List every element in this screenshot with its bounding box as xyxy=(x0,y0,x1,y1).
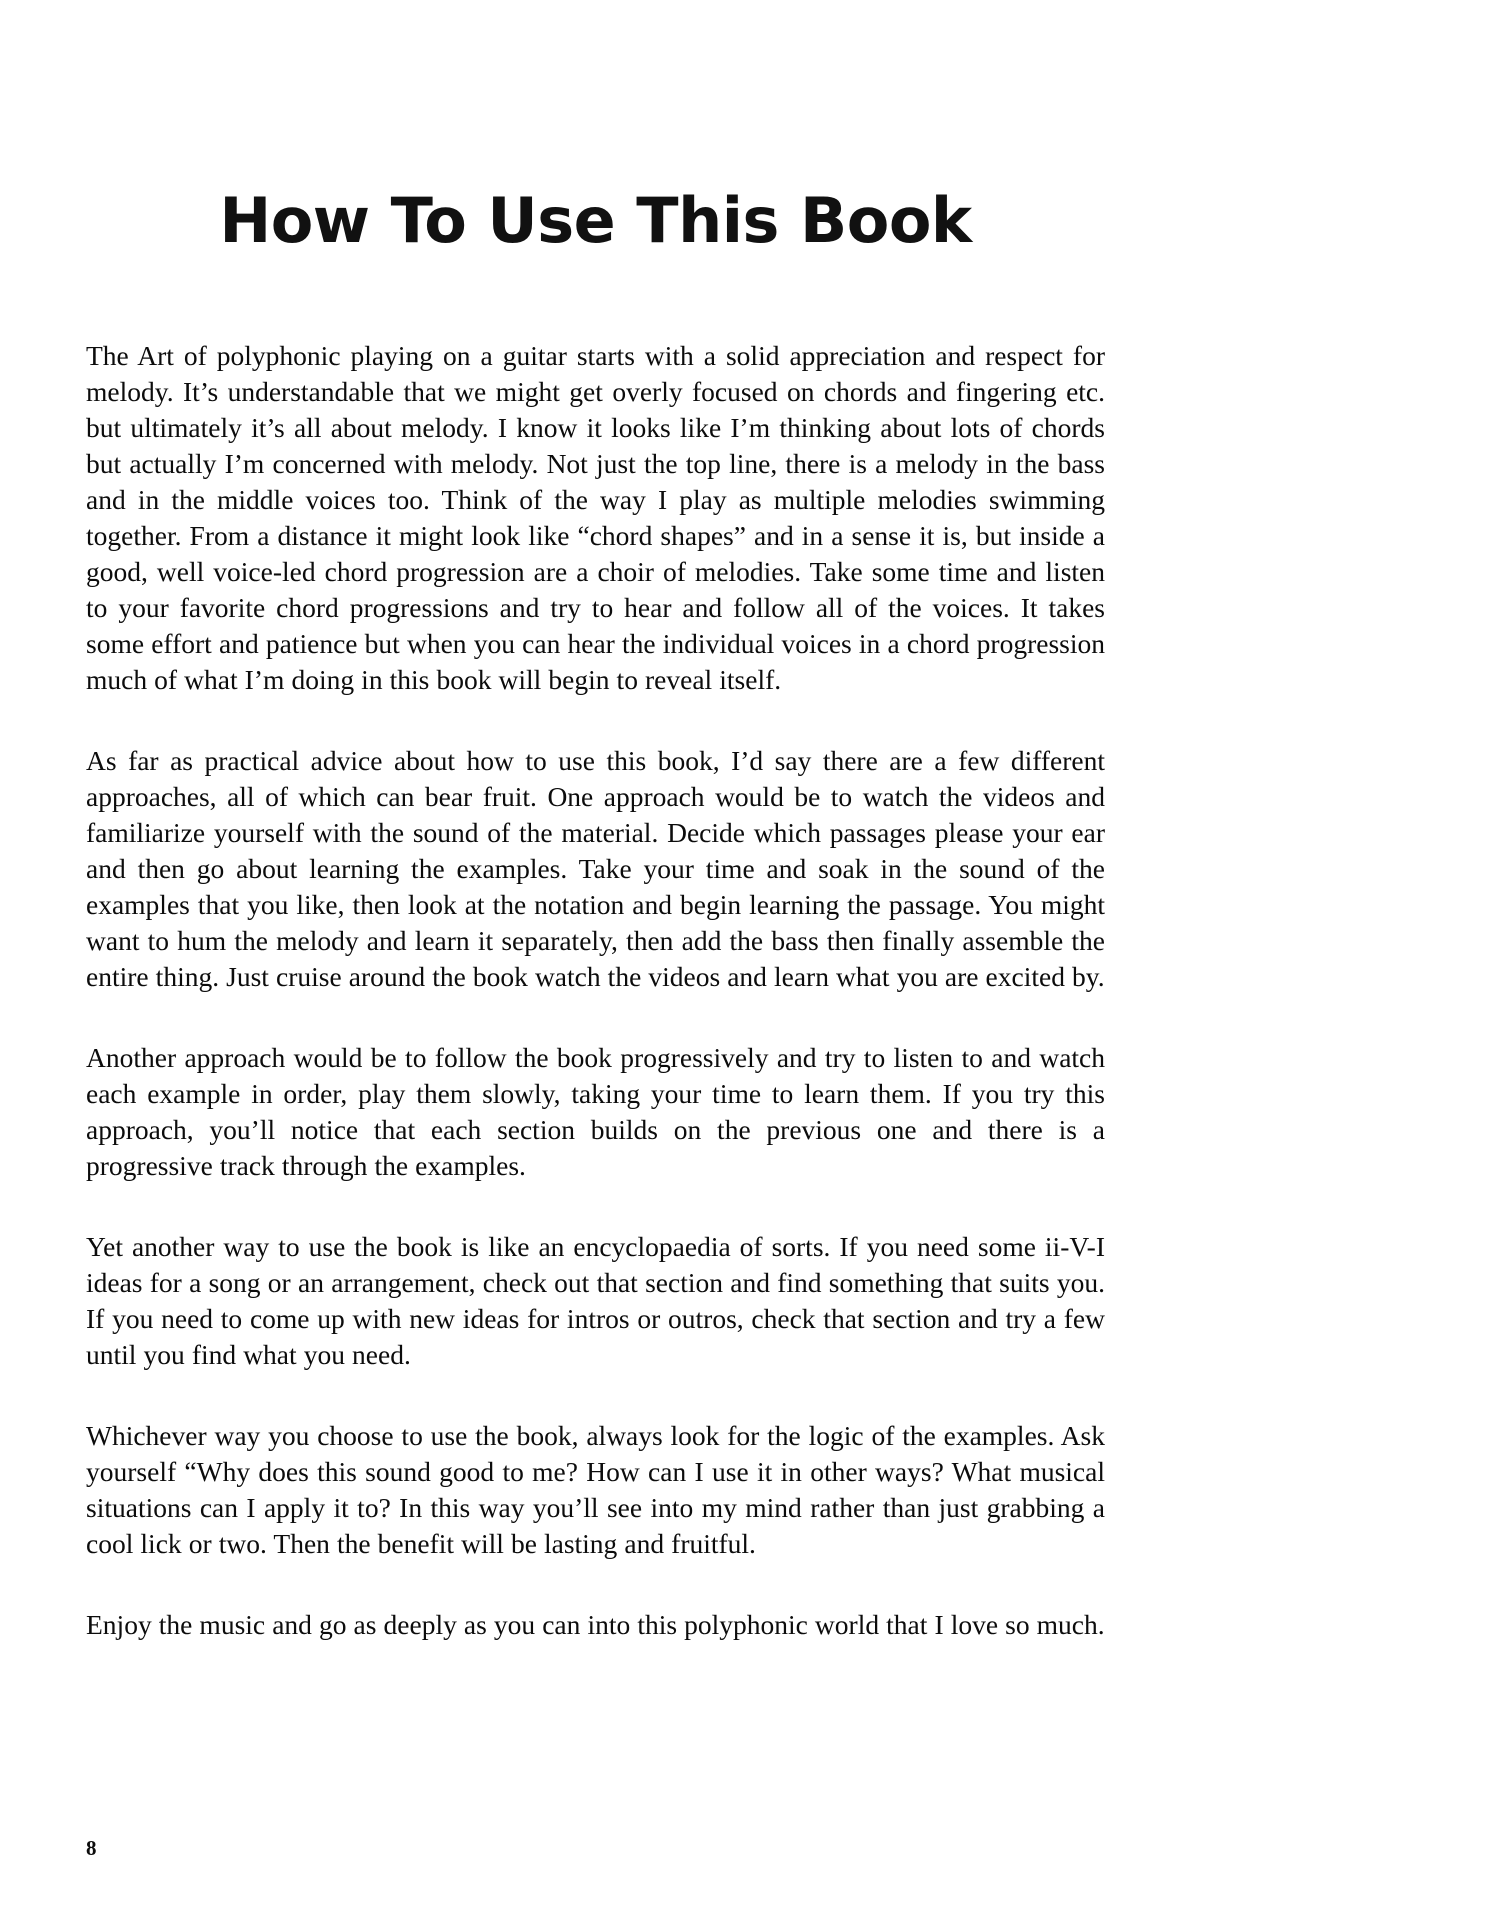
paragraph-3: Another approach would be to follow the book progressively and try to listen to and watch each example in order, play them slowly, taking your time to learn them. If you try this approach, you’ll notice that each section builds on the previous one and there is a progressive track through the examples. xyxy=(86,1042,1105,1181)
paragraph-2: As far as practical advice about how to use this book, I’d say there are a few different approaches, all of which can bear fruit. One approach would be to watch the videos and familiarize yourself with the sound of the material. Decide which passages please your ear and then go about learning the examples. Take your time and soak in the sound of the examples that you like, then look at the notation and begin learning the passage. You might want to hum the melody and learn it separately, then add the bass then finally assemble the entire thing. Just cruise around the book watch the videos and learn what you are excited by. xyxy=(86,745,1105,992)
paragraph-6: Enjoy the music and go as deeply as you can into this polyphonic world that I love so much. xyxy=(86,1609,1105,1640)
paragraph-5: Whichever way you choose to use the book, always look for the logic of the examples. Ask yourself “Why does this sound good to me? How can I use it in other ways? What musical situations can I apply it to? In this way you’ll see into my mind rather than just grabbing a cool lick or two. Then the benefit will be lasting and fruitful. xyxy=(86,1420,1105,1559)
paragraph-4: Yet another way to use the book is like an encyclopaedia of sorts. If you need some ii-V-I ideas for a song or an arrangement, check out that section and find something that suits you. If you need to come up with new ideas for intros or outros, check that section and try a few until you find what you need. xyxy=(86,1231,1105,1370)
page-content xyxy=(86,0,1105,1643)
body-text xyxy=(86,338,1105,1643)
page-title: How To Use This Book xyxy=(219,184,972,257)
paragraph-1: The Art of polyphonic playing on a guitar starts with a solid appreciation and respect for melody. It’s understandable that we might get overly focused on chords and fingering etc. but ultimately it’s all about melody. I know it looks like I’m thinking about lots of chords but actually I’m concerned with melody. Not just the top line, there is a melody in the bass and in the middle voices too. Think of the way I play as multiple melodies swimming together. From a distance it might look like “chord shapes” and in a sense it is, but inside a good, well voice-led chord progression are a choir of melodies. Take some time and listen to your favorite chord progressions and try to hear and follow all of the voices. It takes some effort and patience but when you can hear the individual voices in a chord progression much of what I’m doing in this book will begin to reveal itself. xyxy=(86,340,1105,695)
page-number: 8 xyxy=(86,1836,97,1860)
